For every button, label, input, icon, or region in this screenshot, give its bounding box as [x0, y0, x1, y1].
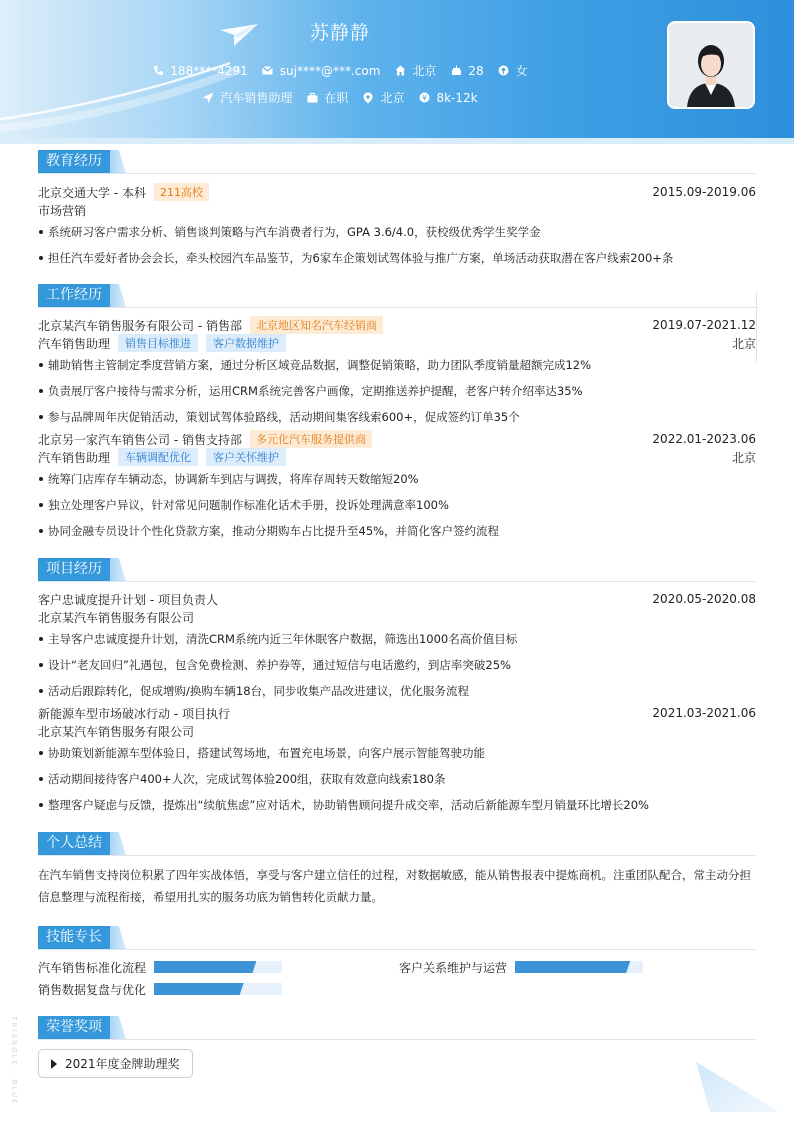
target-city-item [362, 89, 404, 106]
city-text: 北京 [412, 64, 437, 78]
skills-title [38, 926, 756, 950]
project-title: 客户忠诚度提升计划 - 项目负责人 [38, 592, 218, 607]
project-bullets [38, 626, 756, 704]
role-tag: 客户数据维护 [206, 334, 286, 352]
work-entry-header [38, 316, 756, 334]
list-item: 参与品牌周年庆促销活动，策划试驾体验路线，活动期间集客线索600+，促成签约订单35个 [38, 404, 756, 430]
award-text: 2021年度金牌助理奖 [65, 1057, 180, 1071]
salary-text: 8k-12k [436, 90, 478, 105]
project-date: 2020.05-2020.08 [652, 592, 756, 606]
title-tail-decoration [110, 284, 126, 307]
project-date: 2021.03-2021.06 [652, 706, 756, 720]
project-company: 北京某汽车销售服务有限公司 [38, 610, 195, 625]
skill-name: 客户关系维护与运营 [399, 960, 508, 975]
project-bullets [38, 740, 756, 818]
list-item: 活动期间接待客户400+人次，完成试驾体验200组，获取有效意向线索180条 [38, 766, 756, 792]
work-role-row [38, 334, 756, 352]
phone-text: 188****4291 [170, 63, 248, 78]
list-item: 独立处理客户异议，针对常见问题制作标准化话术手册，投诉处理满意率100% [38, 492, 756, 518]
school-line: 北京交通大学 - 本科 [38, 185, 146, 200]
section-title-projects: 项目经历 [38, 558, 110, 581]
mail-icon [262, 65, 274, 77]
list-item: 活动后跟踪转化，促成增购/换购车辆18台，同步收集产品改进建议，优化服务流程 [38, 678, 756, 704]
list-item: 整理客户疑虑与反馈，提炼出“续航焦虑”应对话术，协助销售顾问提升成交率，活动后新能源车型月销量环比增长20% [38, 792, 756, 818]
summary-title [38, 832, 756, 856]
work-entry-header [38, 430, 756, 448]
job-intent-row [0, 89, 680, 106]
gender-item [498, 62, 528, 79]
target-job-item [202, 89, 292, 106]
gender-text: 女 [515, 64, 528, 78]
projects-section [38, 558, 756, 818]
section-title-awards: 荣誉奖项 [38, 1016, 110, 1039]
cake-icon [450, 65, 462, 77]
work-bullets [38, 466, 756, 544]
section-title-work: 工作经历 [38, 284, 110, 307]
candidate-name: 苏静静 [309, 22, 370, 44]
education-bullets [38, 219, 756, 271]
profile-photo [667, 21, 755, 109]
skill-bar-fill [154, 983, 244, 995]
education-section [38, 150, 756, 271]
skill-bar [515, 961, 643, 973]
title-tail-decoration [110, 832, 126, 855]
awards-title [38, 1016, 756, 1040]
list-item: 协助策划新能源车型体验日，搭建试驾场地，布置充电场景，向客户展示智能驾驶功能 [38, 740, 756, 766]
svg-text:¥: ¥ [422, 93, 427, 103]
education-entry [38, 183, 756, 201]
email-text: suj****@***.com [279, 63, 381, 78]
title-tail-decoration [110, 1016, 126, 1039]
project-title: 新能源车型市场破冰行动 - 项目执行 [38, 706, 230, 721]
status-item [306, 89, 348, 106]
home-icon [394, 65, 406, 77]
company-line: 北京某汽车销售服务有限公司 - 销售部 [38, 318, 242, 333]
gender-icon [498, 65, 510, 77]
project-company-row [38, 608, 756, 626]
work-title [38, 284, 756, 308]
project-entry-header [38, 590, 756, 608]
projects-title [38, 558, 756, 582]
education-date: 2015.09-2019.06 [652, 185, 756, 199]
work-date: 2022.01-2023.06 [652, 432, 756, 446]
project-entry-header [38, 704, 756, 722]
skills-grid [38, 958, 756, 998]
company-tag: 多元化汽车服务提供商 [250, 430, 372, 448]
school-tag: 211高校 [154, 183, 209, 201]
section-divider [38, 949, 756, 950]
target-city-text: 北京 [380, 91, 405, 105]
section-divider [38, 581, 756, 582]
age-text: 28 [468, 63, 484, 78]
awards-section [38, 1016, 756, 1078]
email-item [262, 62, 381, 79]
money-icon [418, 92, 430, 104]
work-location: 北京 [731, 336, 756, 351]
role-tag: 销售目标推进 [118, 334, 198, 352]
section-divider [38, 173, 756, 174]
list-item: 担任汽车爱好者协会会长，牵头校园汽车品鉴节，为6家车企策划试驾体验与推广方案，单场活动获取潜在客户线索200+条 [38, 245, 756, 271]
company-tag: 北京地区知名汽车经销商 [250, 316, 383, 334]
location-pin-icon [362, 92, 374, 104]
work-section [38, 284, 756, 544]
role-tag: 车辆调配优化 [118, 448, 198, 466]
list-item: 负责展厅客户接待与需求分析，运用CRM系统完善客户画像，定期推送养护提醒，老客户转介绍率达35% [38, 378, 756, 404]
role-tag: 客户关怀维护 [206, 448, 286, 466]
contact-row [0, 62, 680, 79]
resume-header [0, 0, 794, 140]
project-company: 北京某汽车销售服务有限公司 [38, 724, 195, 739]
summary-text: 在汽车销售支持岗位积累了四年实战体悟，享受与客户建立信任的过程，对数据敏感，能从销售报表中提炼商机。注重团队配合，常主动分担信息整理与流程衔接，希望用扎实的服务功底为销售转化贡献力量。 [38, 868, 751, 904]
company-line: 北京另一家汽车销售公司 - 销售支持部 [38, 432, 242, 447]
section-divider [38, 855, 756, 856]
phone-icon [152, 65, 164, 77]
side-rule [756, 292, 757, 362]
list-item: 辅助销售主管制定季度营销方案，通过分析区域竞品数据，调整促销策略，助力团队季度销量超额完成12% [38, 352, 756, 378]
title-tail-decoration [110, 558, 126, 581]
skill-bar [154, 961, 282, 973]
work-location: 北京 [731, 450, 756, 465]
header-underline [0, 138, 794, 144]
send-icon [202, 92, 214, 104]
education-title [38, 150, 756, 174]
skill-bar [154, 983, 282, 995]
title-tail-decoration [110, 150, 126, 173]
work-role-row [38, 448, 756, 466]
list-item: 设计“老友回归”礼遇包，包含免费检测、养护券等，通过短信与电话邀约，到店率突破25% [38, 652, 756, 678]
skill-name: 销售数据复盘与优化 [38, 982, 147, 997]
phone-item [152, 62, 247, 79]
skill-item [38, 980, 399, 998]
major-text: 市场营销 [38, 203, 87, 218]
project-company-row [38, 722, 756, 740]
major-row [38, 201, 756, 219]
section-title-education: 教育经历 [38, 150, 110, 173]
work-bullets [38, 352, 756, 430]
section-title-skills: 技能专长 [38, 926, 110, 949]
corner-triangle-decoration [696, 1062, 780, 1112]
age-item [450, 62, 483, 79]
list-item: 协同金融专员设计个性化贷款方案，推动分期购车占比提升至45%，并简化客户签约流程 [38, 518, 756, 544]
watermark-text: TRIANGLE · BLUE [10, 1016, 18, 1106]
target-job-text: 汽车销售助理 [220, 91, 293, 105]
skills-section [38, 926, 756, 998]
skill-item [399, 958, 756, 976]
title-tail-decoration [110, 926, 126, 949]
role-text: 汽车销售助理 [38, 336, 111, 351]
role-text: 汽车销售助理 [38, 450, 111, 465]
play-triangle-icon [51, 1059, 57, 1069]
list-item: 统筹门店库存车辆动态，协调新车到店与调拨，将库存周转天数缩短20% [38, 466, 756, 492]
status-text: 在职 [324, 91, 349, 105]
section-divider [38, 307, 756, 308]
summary-section [38, 832, 756, 908]
city-item [394, 62, 436, 79]
salary-item [418, 89, 477, 106]
list-item: 系统研习客户需求分析、销售谈判策略与汽车消费者行为，GPA 3.6/4.0，获校级优秀学生奖学金 [38, 219, 756, 245]
skill-name: 汽车销售标准化流程 [38, 960, 147, 975]
skill-item [38, 958, 399, 976]
section-title-summary: 个人总结 [38, 832, 110, 855]
briefcase-icon [306, 92, 318, 104]
skill-bar-fill [515, 961, 630, 973]
section-divider [38, 1039, 756, 1040]
award-badge [38, 1049, 193, 1078]
skill-bar-fill [154, 961, 256, 973]
list-item: 主导客户忠诚度提升计划，清洗CRM系统内近三年休眠客户数据，筛选出1000名高价值目标 [38, 626, 756, 652]
work-date: 2019.07-2021.12 [652, 318, 756, 332]
